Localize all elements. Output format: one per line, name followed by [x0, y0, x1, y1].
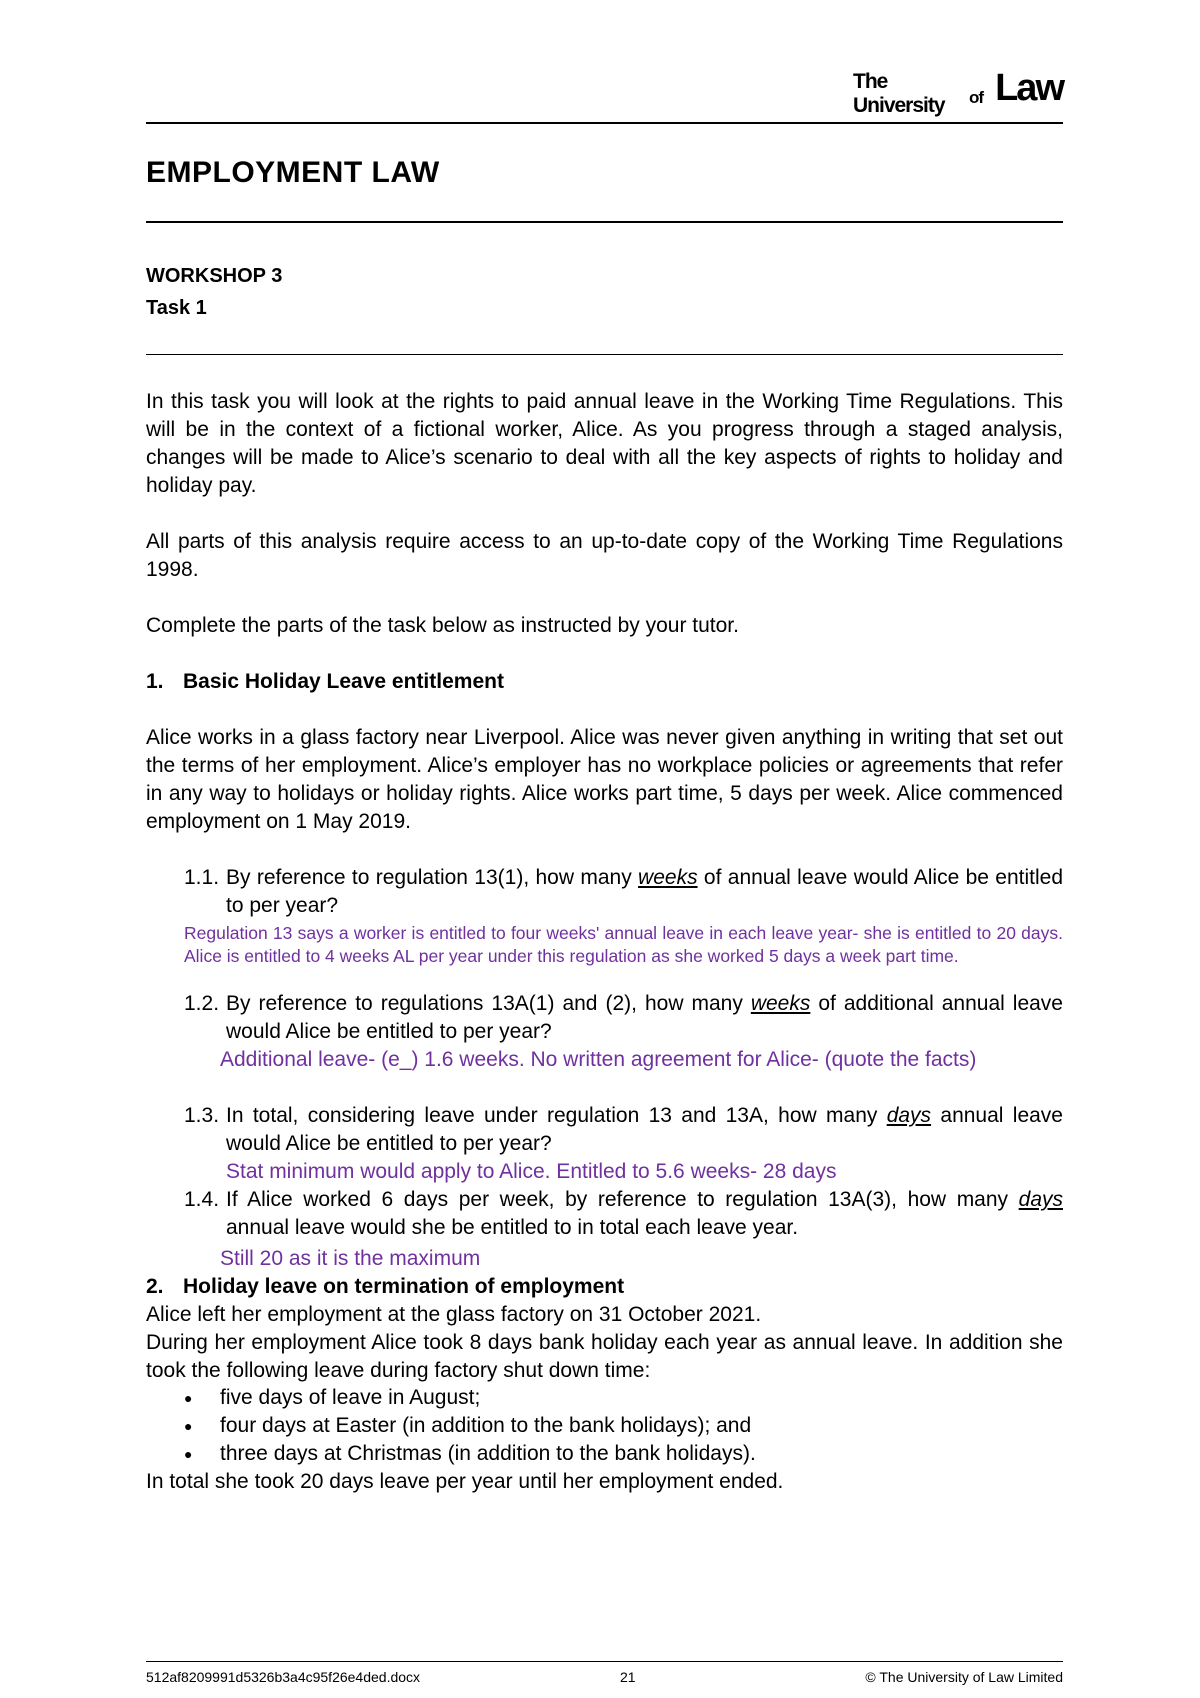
answer-1-3: Stat minimum would apply to Alice. Entitled to 5.6 weeks- 28 days: [226, 1160, 837, 1183]
page-number: 21: [620, 1669, 636, 1685]
leave-bullet-list: [184, 1384, 756, 1468]
header-rule: [146, 122, 1063, 124]
workshop-heading: [146, 260, 282, 324]
logo-text-line3: Law: [995, 67, 1063, 109]
university-of-law-logo: [853, 66, 1063, 117]
logo-text-line1: The University: [853, 70, 945, 117]
answer-1-1: Regulation 13 says a worker is entitled to four weeks' annual leave in each leave year- she is entitled to 20 days. Alice is entitled to 4 weeks AL per year under this regulation as she worked 5 days a week part time.: [184, 923, 1063, 966]
task-label: Task 1: [146, 297, 207, 319]
section-1-number: 1.: [146, 670, 164, 693]
section-2-line-2: During her employment Alice took 8 days bank holiday each year as annual leave. In addition she took the following leave during factory shut down time:: [146, 1331, 1063, 1382]
section-2-number: 2.: [146, 1275, 164, 1298]
question-number: 1.4.: [184, 1188, 220, 1211]
document-title: EMPLOYMENT LAW: [146, 156, 440, 189]
section-1-body: Alice works in a glass factory near Liverpool. Alice was never given anything in writing that set out the terms of her employment. Alice’s employer has no workplace policies or agreements that refer in any way to holidays or holiday rights. Alice works part time, 5 days per week. Alice commenced employment on 1 May 2019.: [146, 726, 1063, 833]
answer-1-2: Additional leave- (e_) 1.6 weeks. No written agreement for Alice- (quote the facts): [220, 1048, 977, 1071]
emphasis-weeks: weeks: [638, 866, 698, 889]
answer-1-4: Still 20 as it is the maximum: [220, 1247, 481, 1270]
list-item: ● five days of leave in August;: [184, 1384, 756, 1412]
question-1-3: 1.3. In total, considering leave under regulation 13 and 13A, how many days annual leave would Alice be entitled to per year?: [184, 1104, 1063, 1155]
section-1-heading: [146, 668, 504, 696]
question-number: 1.2.: [184, 992, 220, 1015]
question-1-2: 1.2. By reference to regulations 13A(1) and (2), how many weeks of additional annual leave would Alice be entitled to per year?: [184, 992, 1063, 1043]
intro-paragraph-3: Complete the parts of the task below as instructed by your tutor.: [146, 614, 739, 637]
section-2-closing: In total she took 20 days leave per year until her employment ended.: [146, 1470, 784, 1493]
list-item: ● three days at Christmas (in addition to the bank holidays).: [184, 1440, 756, 1468]
emphasis-days: days: [886, 1104, 932, 1127]
title-rule: [146, 221, 1063, 223]
emphasis-weeks: weeks: [750, 992, 811, 1015]
question-number: 1.1.: [184, 866, 220, 889]
question-number: 1.3.: [184, 1104, 220, 1127]
emphasis-days: days: [1018, 1188, 1063, 1211]
question-1-1: 1.1. By reference to regulation 13(1), how many weeks of annual leave would Alice be entitled to per year?: [184, 866, 1063, 917]
logo-text-line2: of: [968, 88, 983, 107]
section-2-title: Holiday leave on termination of employment: [183, 1275, 625, 1298]
task-rule: [146, 354, 1063, 355]
document-page: [146, 0, 1063, 1698]
intro-paragraph-1: In this task you will look at the rights to paid annual leave in the Working Time Regulations. This will be in the context of a fictional worker, Alice. As you progress through a staged analysis, changes will be made to Alice’s scenario to deal with all the key aspects of rights to holiday and holiday pay.: [146, 390, 1063, 497]
intro-paragraph-2: All parts of this analysis require access to an up-to-date copy of the Working Time Regulations 1998.: [146, 530, 1063, 581]
footer-filename: 512af8209991d5326b3a4c95f26e4ded.docx: [146, 1669, 421, 1685]
list-item: ● four days at Easter (in addition to the bank holidays); and: [184, 1412, 756, 1440]
section-2-line-1: Alice left her employment at the glass factory on 31 October 2021.: [146, 1303, 762, 1326]
section-1-title: Basic Holiday Leave entitlement: [183, 670, 504, 693]
question-1-4: 1.4. If Alice worked 6 days per week, by reference to regulation 13A(3), how many days annual leave would she be entitled to in total each leave year.: [184, 1188, 1063, 1239]
footer-rule: [146, 1661, 1063, 1662]
workshop-label: WORKSHOP 3: [146, 265, 283, 287]
footer-copyright: © The University of Law Limited: [865, 1669, 1063, 1685]
section-2-heading: [146, 1273, 624, 1301]
